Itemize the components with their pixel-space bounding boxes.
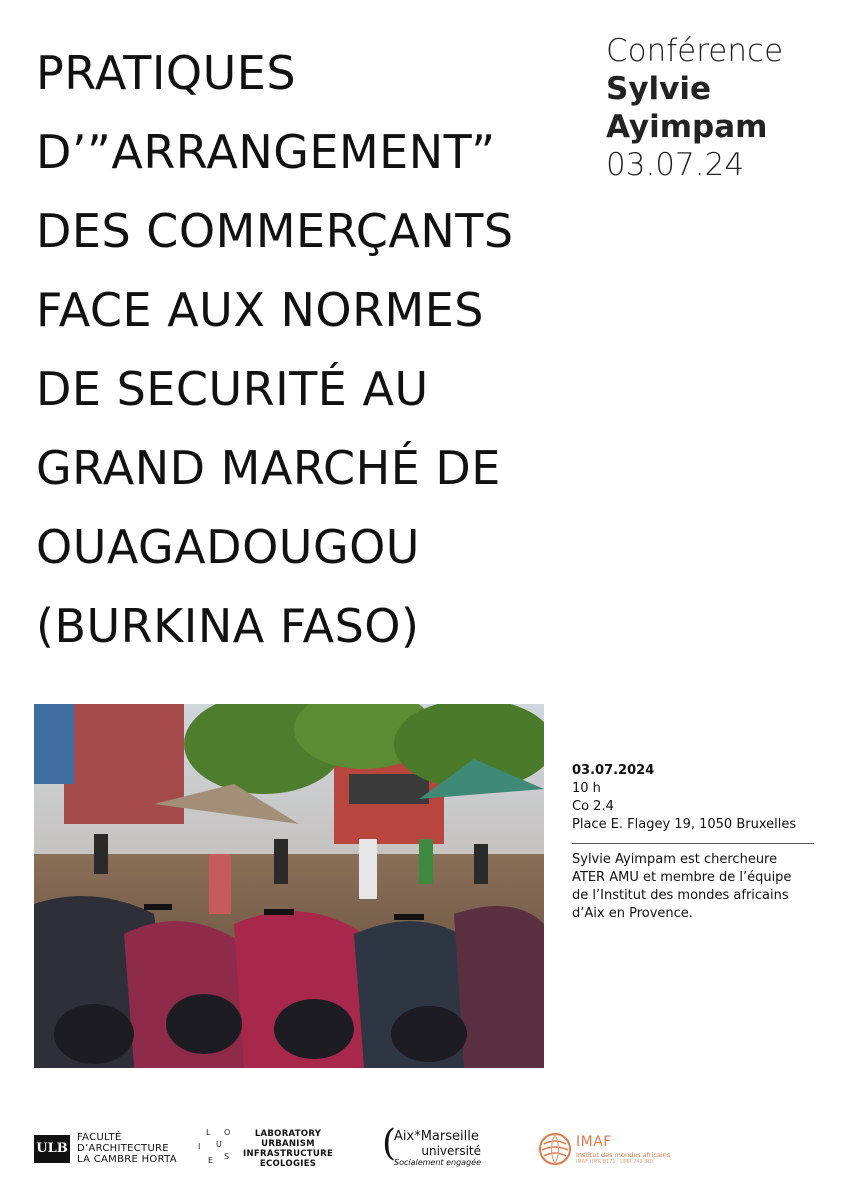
conference-heading <box>606 32 783 184</box>
title-line: (BURKINA FASO) <box>36 599 420 653</box>
lab-line: ECOLOGIES <box>259 1159 317 1169</box>
amu-sub: université <box>421 1144 481 1158</box>
louise-letter: I <box>198 1142 201 1151</box>
ulb-logo <box>34 1132 177 1165</box>
lab-line: URBANISM <box>261 1139 315 1149</box>
conference-label: Conférence <box>606 33 784 69</box>
ulb-logo-text <box>77 1132 177 1165</box>
lab-line: INFRASTRUCTURE <box>243 1149 334 1159</box>
title-line: OUAGADOUGOU <box>36 520 420 574</box>
amu-logo-text <box>394 1130 481 1168</box>
market-photo <box>34 704 544 1068</box>
title-line: DE SECURITÉ AU <box>36 362 429 416</box>
title-line: PRATIQUES <box>36 46 297 100</box>
bio-line: de l’Institut des mondes africains <box>572 888 789 903</box>
louise-lab-text <box>243 1129 333 1169</box>
speaker-last-name: Ayimpam <box>606 109 768 145</box>
imaf-name: IMAF <box>576 1134 612 1150</box>
amu-tagline: Socialement engagée <box>394 1158 481 1167</box>
imaf-globe-icon <box>538 1132 572 1166</box>
lab-line: LABORATORY <box>254 1129 322 1139</box>
louise-letter: O <box>224 1128 231 1137</box>
conference-date: 03.07.24 <box>606 147 745 183</box>
ulb-line: FACULTÉ <box>77 1132 122 1143</box>
poster-title <box>36 34 596 666</box>
event-address: Place E. Flagey 19, 1050 Bruxelles <box>572 817 797 832</box>
event-time: 10 h <box>572 781 601 796</box>
ulb-line: LA CAMBRE HORTA <box>77 1154 177 1165</box>
speaker-bio <box>572 851 822 923</box>
amu-name: Aix*Marseille <box>394 1129 479 1144</box>
title-line: D’”ARRANGEMENT” <box>36 125 496 179</box>
ulb-line: D’ARCHITECTURE <box>77 1143 169 1154</box>
divider <box>572 843 814 844</box>
bio-line: Sylvie Ayimpam est chercheure <box>572 852 778 867</box>
event-date: 03.07.2024 <box>572 763 655 778</box>
event-room: Co 2.4 <box>572 799 614 814</box>
speaker-first-name: Sylvie <box>606 71 712 107</box>
louise-letter: E <box>208 1156 214 1165</box>
bio-line: ATER AMU et membre de l’équipe <box>572 870 792 885</box>
title-line: FACE AUX NORMES <box>36 283 485 337</box>
louise-letter: U <box>216 1140 222 1149</box>
event-info <box>572 762 822 923</box>
amu-paren-icon: ( <box>382 1123 397 1164</box>
bio-line: d’Aix en Provence. <box>572 906 693 921</box>
market-motorcycles-photo-icon <box>34 704 544 1068</box>
louise-letter: S <box>224 1152 230 1161</box>
imaf-sub2: IMAF UMR 8171 · UMR 243 IRD <box>576 1159 654 1165</box>
louise-logo <box>194 1128 234 1168</box>
title-line: GRAND MARCHÉ DE <box>36 441 501 495</box>
partner-logos <box>0 1120 848 1180</box>
imaf-sub: Institut des mondes africains <box>576 1151 671 1159</box>
ulb-logo-box: ULB <box>34 1135 70 1163</box>
louise-letter: L <box>206 1128 211 1137</box>
title-line: DES COMMERÇANTS <box>36 204 514 258</box>
